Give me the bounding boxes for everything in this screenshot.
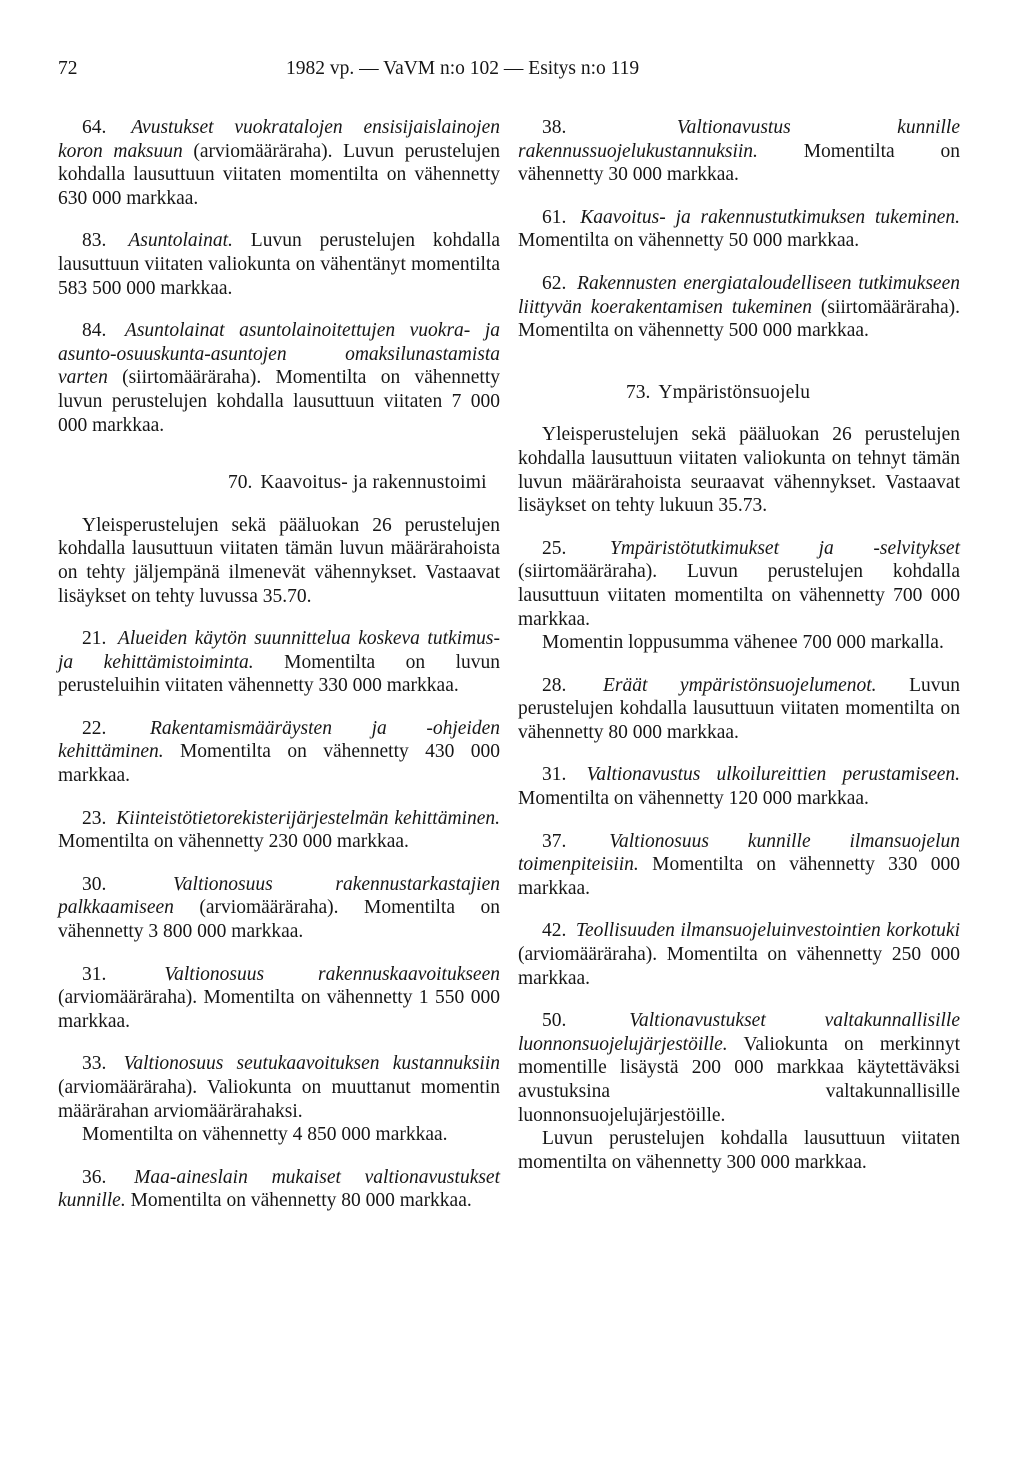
section-heading-73: 73. Ympäristönsuojelu [626,381,811,403]
budget-item: 31. Valtionosuus rakennuskaavoitukseen (arviomääräraha). Momentilta on vähennetty 1 550 000 markkaa. [58,963,500,1032]
budget-item: 31. Valtionavustus ulkoilureittien perustamiseen. Momentilta on vähennetty 120 000 markkaa. [518,764,961,810]
budget-item: 22. Rakentamismääräysten ja -ohjeiden kehittäminen. Momentilta on vähennetty 430 000 markkaa. [58,717,501,787]
section-intro: Yleisperustelujen sekä pääluokan 26 perustelujen kohdalla lausuttuun viitaten valiokunta on tehnyt tämän luvun määrärahoista seuraavat vähennykset. Vastaavat lisäykset on tehty lukuun 35.73. [518,424,960,517]
budget-item: 25. Ympäristötutkimukset ja -selvitykset (siirtomääräraha). Luvun perustelujen kohdalla lausuttuun viitaten momentilta on vähennetty 700 000 markkaa. [518,537,960,630]
section-heading-70: 70. Kaavoitus- ja rakennustoimi [228,472,487,494]
budget-item: 61. Kaavoitus- ja rakennustutkimuksen tukeminen. Momentilta on vähennetty 50 000 markkaa. [518,206,960,252]
budget-item: 37. Valtionosuus kunnille ilmansuojelun toimenpiteisiin. Momentilta on vähennetty 330 000 markkaa. [518,830,961,899]
budget-item: 36. Maa-aineslain mukaiset valtionavustukset kunnille. Momentilta on vähennetty 80 000 markkaa. [58,1166,501,1212]
budget-item: 23. Kiinteistötietorekisterijärjestelmän kehittäminen. Momentilta on vähennetty 230 000 markkaa. [58,807,500,853]
budget-item: 28. Eräät ympäristönsuojelumenot. Luvun perustelujen kohdalla lausuttuun viitaten momentilta on vähennetty 80 000 markkaa. [518,674,961,743]
budget-item: 33. Valtionosuus seutukaavoituksen kustannuksiin (arviomääräraha). Valiokunta on muuttanut momentin määrärahan arviomäärärahaksi. [58,1053,500,1122]
budget-item-continuation: Luvun perustelujen kohdalla lausuttuun viitaten momentilta on vähennetty 300 000 markkaa. [518,1128,960,1173]
left-column [58,116,500,1232]
budget-item: 38. Valtionavustus kunnille rakennussuojelukustannuksiin. Momentilta on vähennetty 30 000 markkaa. [518,117,960,186]
budget-item: 30. Valtionosuus rakennustarkastajien palkkaamiseen (arviomääräraha). Momentilta on vähennetty 3 800 000 markkaa. [58,873,501,943]
section-intro: Yleisperustelujen sekä pääluokan 26 perustelujen kohdalla lausuttuun viitaten tämän luvun määrärahoista on tehty jäljempänä ilmenevät vähennykset. Vastaavat lisäykset on tehty luvussa 35.70. [58,514,500,607]
document-title: 1982 vp. — VaVM n:o 102 — Esitys n:o 119 [286,58,640,79]
budget-item: 42. Teollisuuden ilmansuojeluinvestointien korkotuki (arviomääräraha). Momentilta on vähennetty 250 000 markkaa. [518,920,960,989]
budget-item: 83. Asuntolainat. Luvun perustelujen kohdalla lausuttuun viitaten valiokunta on vähentänyt momentilta 583 500 000 markkaa. [58,230,501,299]
budget-item: 64. Avustukset vuokratalojen ensisijaislainojen koron maksuun (arviomääräraha). Luvun perustelujen kohdalla lausuttuun viitaten momentilta on vähennetty 630 000 markkaa. [58,117,501,209]
page-header [58,58,966,92]
budget-item-continuation: Momentilta on vähennetty 4 850 000 markkaa. [82,1124,448,1146]
right-column [518,116,960,1193]
budget-item: 21. Alueiden käytön suunnittelua koskeva tutkimus- ja kehittämistoiminta. Momentilta on luvun perusteluihin viitaten vähennetty 330 000 markkaa. [58,628,501,697]
budget-item: 62. Rakennusten energiataloudelliseen tutkimukseen liittyvän koerakentamisen tukeminen (siirtomääräraha). Momentilta on vähennetty 500 000 markkaa. [518,272,961,342]
budget-item: 50. Valtionavustukset valtakunnallisille luonnonsuojelujärjestöille. Valiokunta on merkinnyt momentille lisäystä 200 000 markkaa käytettäväksi avustuksina valtakunnallisille luonnonsuojelujärjestöille. [518,1010,960,1126]
budget-item-continuation: Momentin loppusumma vähenee 700 000 markalla. [542,632,944,654]
budget-item: 84. Asuntolainat asuntolainoitettujen vuokra- ja asunto-osuuskunta-asuntojen omaksilunastamista varten (siirtomääräraha). Momentilta on vähennetty luvun perustelujen kohdalla lausuttuun viitaten 7 000 000 markkaa. [58,320,500,436]
page-number: 72 [58,58,78,79]
